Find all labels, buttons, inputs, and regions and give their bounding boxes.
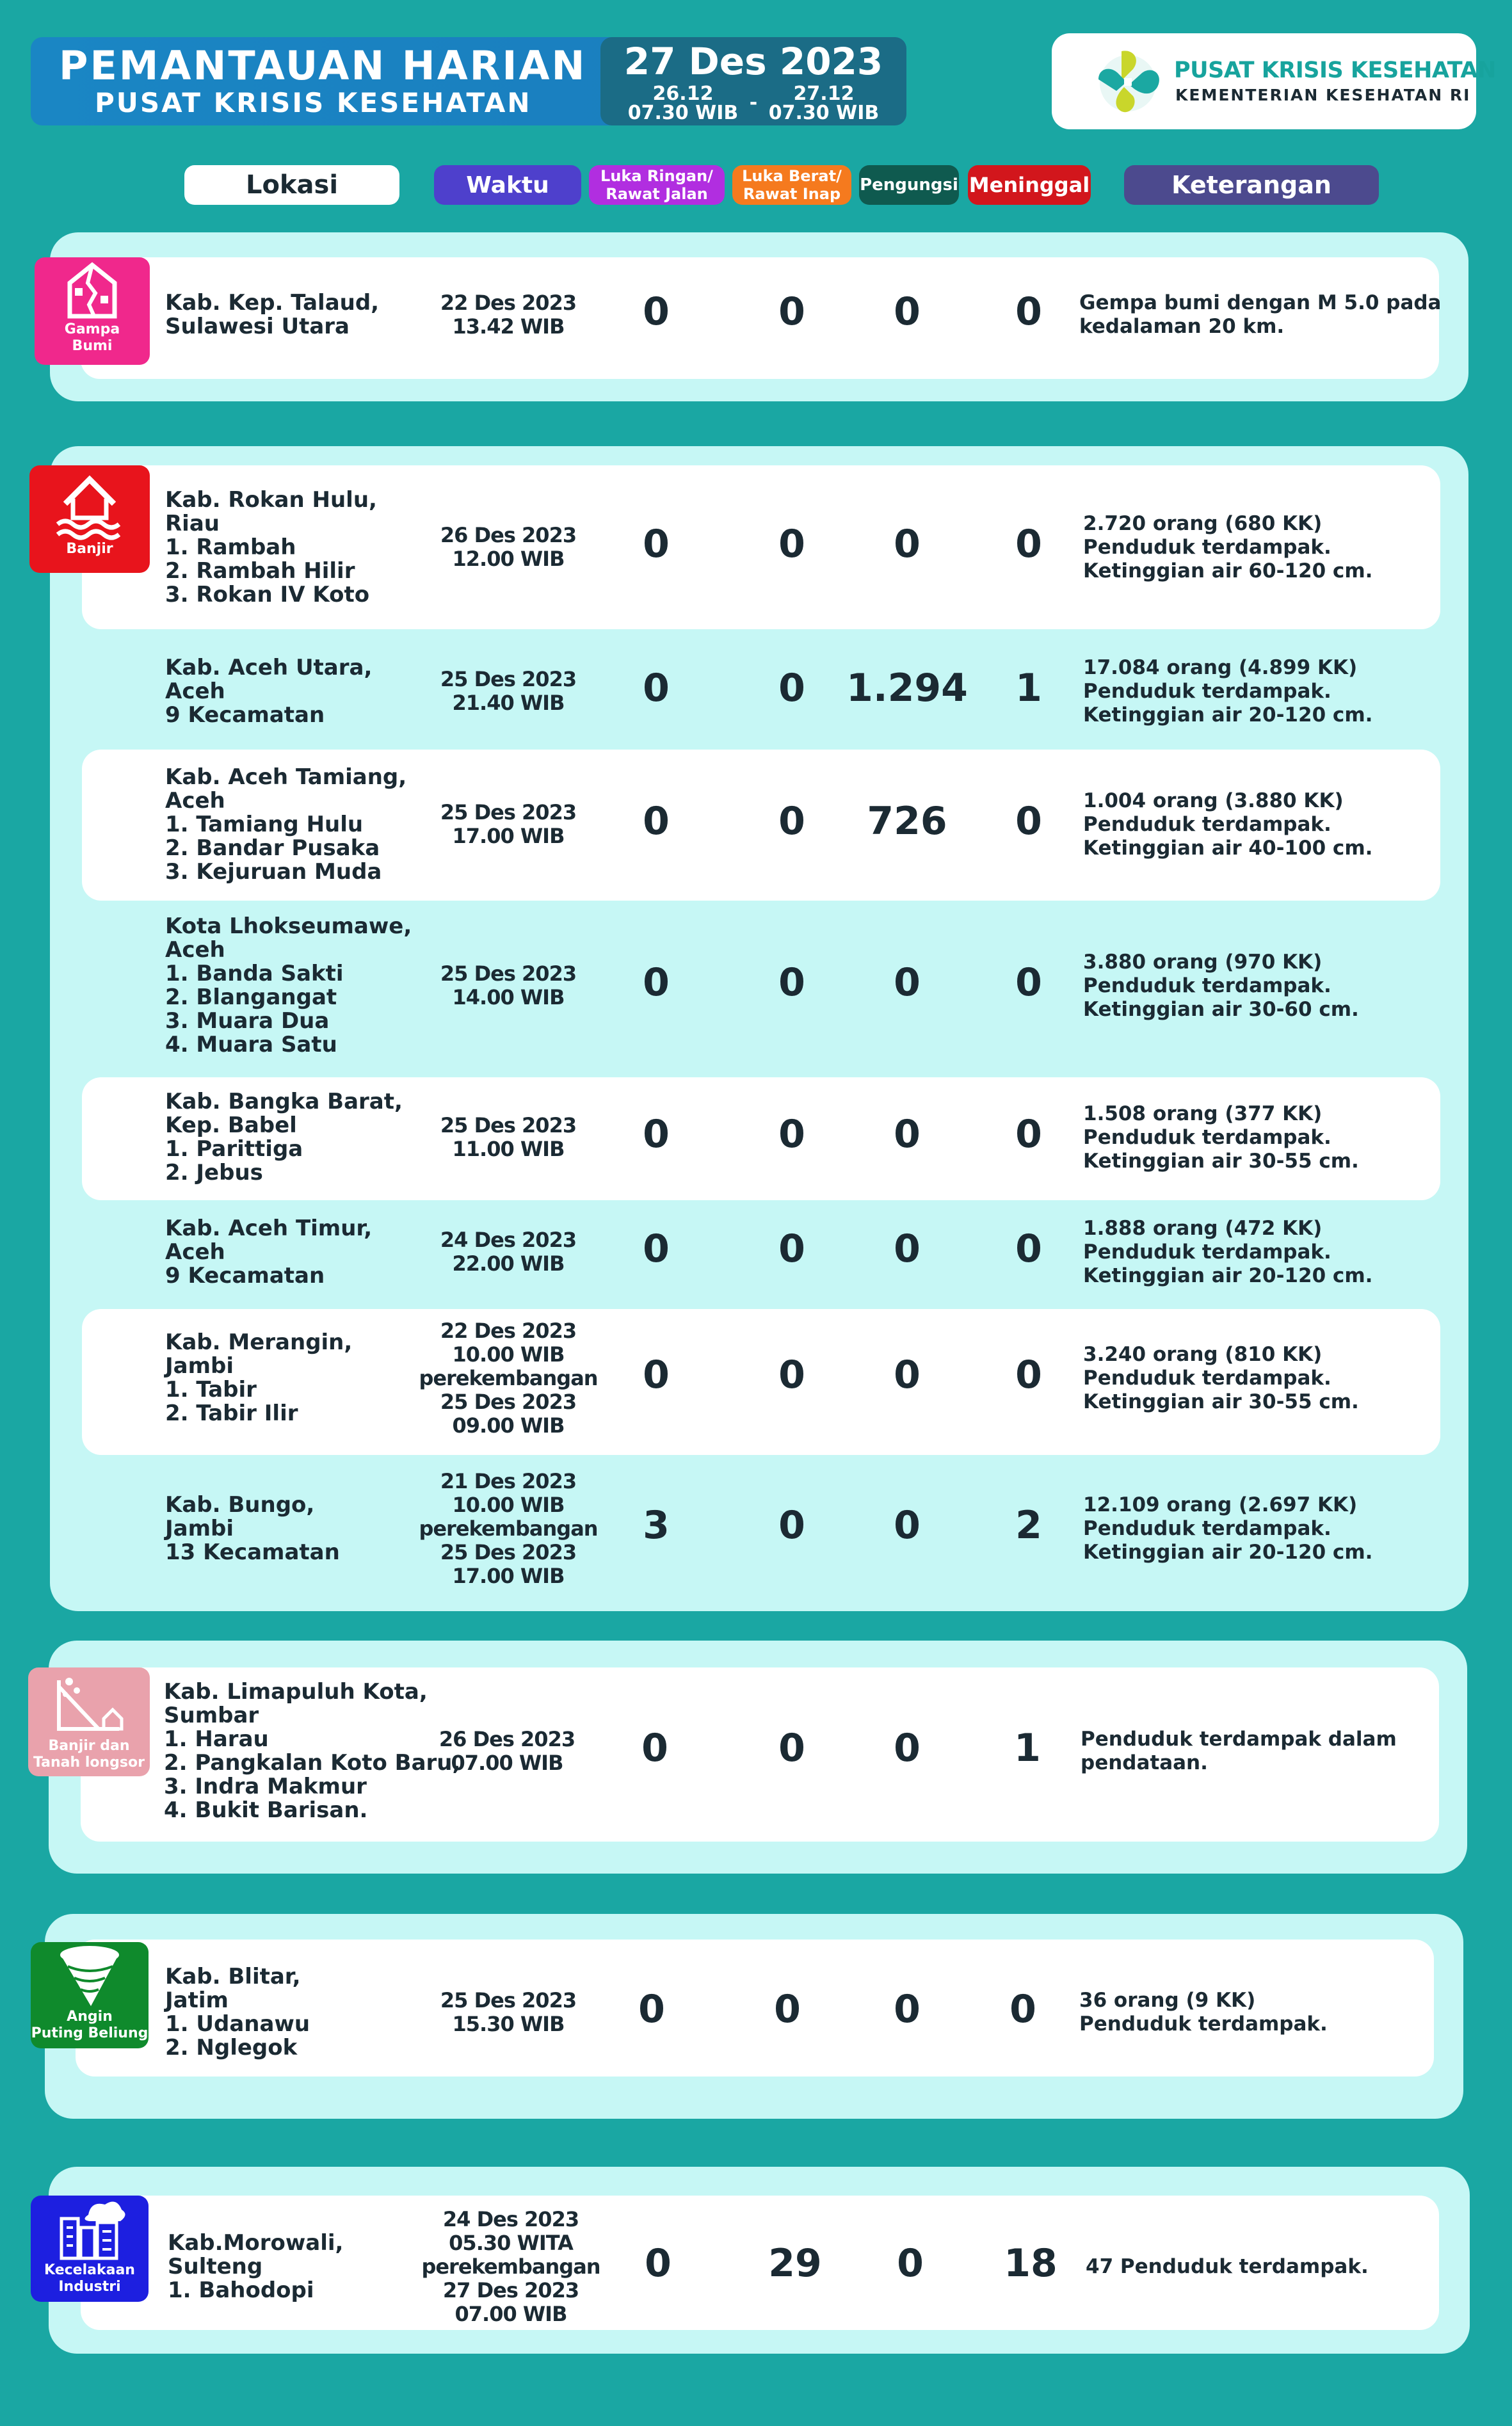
- row-time-line: 17.00 WIB: [452, 1563, 565, 1588]
- row-location: [165, 656, 372, 727]
- meninggal-value: 0: [1015, 289, 1042, 334]
- row-location-line: Kota Lhokseumawe,: [165, 913, 412, 939]
- meninggal-value: 1: [1014, 1726, 1041, 1771]
- row-keterangan-line: Penduduk terdampak.: [1083, 974, 1331, 997]
- row-location-line: Kab. Aceh Timur,: [165, 1215, 373, 1241]
- pengungsi-value: 0: [894, 289, 921, 334]
- row-time-line: 25 Des 2023: [440, 800, 577, 824]
- row-location-line: Kab. Blitar,: [165, 1964, 301, 1989]
- row-keterangan: [1081, 1728, 1397, 1775]
- row-location-line: 1. Banda Sakti: [165, 961, 344, 986]
- row-location-line: 2. Jebus: [165, 1160, 263, 1185]
- row-keterangan-line: pendataan.: [1081, 1751, 1208, 1774]
- row-location-line: Kab. Aceh Tamiang,: [165, 764, 407, 790]
- badge-kecelakaan-industri: [31, 2196, 149, 2302]
- row-time-line: 22 Des 2023: [440, 1318, 577, 1343]
- row-location-line: 2. Bandar Pusaka: [165, 835, 380, 861]
- report-date: 27 Des 2023: [623, 40, 883, 83]
- row-keterangan-line: 2.720 orang (680 KK): [1083, 511, 1323, 535]
- badge-banjir: [29, 465, 150, 573]
- row-keterangan-line: Ketinggian air 20-120 cm.: [1083, 1540, 1373, 1564]
- row-location-line: 4. Bukit Barisan.: [164, 1797, 368, 1823]
- row-location-line: 2. Pangkalan Koto Baru,: [164, 1750, 461, 1776]
- badge-banjir-tanah-longsor: [28, 1667, 150, 1776]
- row-time-line: 21.40 WIB: [452, 691, 565, 715]
- row-keterangan-line: Ketinggian air 20-120 cm.: [1083, 1264, 1373, 1287]
- luka-ringan-value: 0: [643, 1226, 670, 1271]
- row-location-line: 2. Blangangat: [165, 984, 337, 1010]
- row-location-line: Kab. Bungo,: [165, 1491, 315, 1518]
- pengungsi-value: 0: [894, 1987, 921, 2032]
- luka-berat-value: 0: [778, 522, 805, 566]
- badge-label-line2: Industri: [58, 2279, 121, 2295]
- row-time-line: 25 Des 2023: [440, 1113, 577, 1137]
- row-keterangan: [1083, 1493, 1372, 1564]
- row-keterangan-line: 3.240 orang (810 KK): [1083, 1342, 1323, 1366]
- period-start-time: 07.30 WIB: [627, 102, 739, 124]
- row-keterangan-line: 12.109 orang (2.697 KK): [1083, 1493, 1358, 1516]
- row-location-line: 2. Rambah Hilir: [165, 558, 355, 584]
- badge-label-line2: Puting Beliung: [31, 2025, 149, 2041]
- row-keterangan: [1083, 656, 1372, 727]
- row-time: [412, 801, 604, 848]
- period-start-date: 26.12: [652, 83, 714, 105]
- pengungsi-value: 0: [894, 1503, 921, 1548]
- luka-ringan-value: 0: [643, 666, 670, 711]
- row-location: [165, 488, 377, 607]
- row-time-line: 12.00 WIB: [452, 547, 565, 571]
- row-time-line: 26 Des 2023: [438, 1727, 575, 1751]
- logo-title: PUSAT KRISIS KESEHATAN: [1174, 58, 1496, 83]
- badge-gempa-bumi: [35, 257, 150, 365]
- luka-berat-value: 0: [778, 1112, 805, 1157]
- column-header-luka-berat-line1: Luka Berat/: [742, 167, 842, 185]
- row-location-line: Jambi: [165, 1515, 234, 1541]
- row-location-line: 1. Bahodopi: [168, 2277, 314, 2303]
- row-location-line: 4. Muara Satu: [165, 1032, 337, 1057]
- row-location: [165, 1331, 352, 1426]
- column-header-luka-ringan: [589, 165, 725, 205]
- page-subtitle: PUSAT KRISIS KESEHATAN: [95, 87, 532, 118]
- row-time: [411, 1728, 603, 1775]
- row-time-line: 13.42 WIB: [452, 314, 565, 339]
- page-title: PEMANTAUAN HARIAN: [59, 42, 587, 89]
- row-keterangan-line: 1.004 orang (3.880 KK): [1083, 789, 1344, 812]
- row-keterangan-line: Ketinggian air 30-55 cm.: [1083, 1149, 1359, 1173]
- column-header-keterangan: Keterangan: [1124, 165, 1379, 205]
- meninggal-value: 0: [1009, 1987, 1036, 2032]
- row-keterangan: [1083, 951, 1359, 1022]
- row-location-line: 3. Indra Makmur: [164, 1774, 367, 1799]
- kemenkes-logo-icon: [1088, 40, 1171, 123]
- row-location-line: 1. Parittiga: [165, 1136, 303, 1162]
- row-time-line: 21 Des 2023: [440, 1468, 577, 1493]
- row-location: [165, 1090, 403, 1185]
- luka-berat-value: 0: [778, 799, 805, 844]
- row-location: [165, 291, 379, 339]
- row-location-line: Kab.Morowali,: [168, 2229, 344, 2256]
- row-keterangan: [1083, 1217, 1372, 1288]
- row-time-line: 09.00 WIB: [452, 1413, 565, 1438]
- pengungsi-value: 0: [894, 960, 921, 1005]
- row-keterangan-line: Penduduk terdampak.: [1083, 1516, 1331, 1540]
- row-keterangan: [1086, 2255, 1369, 2279]
- report-period: [600, 84, 906, 123]
- row-location: [165, 915, 412, 1057]
- column-header-luka-ringan-line2: Rawat Jalan: [606, 185, 708, 203]
- row-location: [168, 2231, 343, 2302]
- row-location-line: 3. Rokan IV Koto: [165, 581, 370, 607]
- row-keterangan-line: 36 orang (9 KK): [1079, 1989, 1256, 2012]
- pengungsi-value: 0: [894, 1226, 921, 1271]
- badge-angin-puting-beliung: [31, 1942, 149, 2048]
- row-location-line: 1. Harau: [164, 1726, 269, 1752]
- luka-ringan-value: 3: [643, 1503, 670, 1548]
- column-header-lokasi: Lokasi: [184, 165, 399, 205]
- column-header-pengungsi: Pengungsi: [859, 165, 959, 205]
- row-keterangan-line: 47 Penduduk terdampak.: [1086, 2254, 1369, 2278]
- row-location: [165, 766, 406, 884]
- row-keterangan-line: Penduduk terdampak dalam: [1081, 1728, 1397, 1751]
- row-location-line: Kab. Aceh Utara,: [165, 654, 373, 680]
- row-location-line: Kab. Bangka Barat,: [165, 1089, 403, 1114]
- row-keterangan-line: Gempa bumi dengan M 5.0 pada: [1079, 291, 1442, 314]
- badge-label-line1: Banjir dan: [48, 1738, 130, 1754]
- row-time: [412, 1114, 604, 1161]
- pengungsi-value: 726: [867, 799, 947, 844]
- luka-berat-value: 0: [778, 1503, 805, 1548]
- row-location-line: Kep. Babel: [165, 1113, 297, 1138]
- luka-berat-value: 29: [768, 2241, 822, 2286]
- luka-berat-value: 0: [778, 289, 805, 334]
- row-time: [412, 962, 604, 1009]
- row-location-line: Riau: [165, 510, 220, 536]
- landslide-icon: [47, 1667, 131, 1738]
- row-keterangan: [1079, 291, 1441, 339]
- row-time-line: perekembangan: [419, 1365, 598, 1390]
- row-location-line: 3. Muara Dua: [165, 1008, 330, 1034]
- row-time: [412, 524, 604, 571]
- row-time: [415, 2208, 607, 2326]
- row-keterangan-line: Penduduk terdampak.: [1079, 2012, 1328, 2036]
- row-location-line: 2. Tabir Ilir: [165, 1401, 298, 1426]
- row-location-line: Kab. Kep. Talaud,: [165, 290, 380, 316]
- period-separator: -: [749, 92, 758, 114]
- period-end-time: 07.30 WIB: [768, 102, 880, 124]
- earthquake-icon: [57, 257, 127, 321]
- row-time-line: 10.00 WIB: [452, 1342, 565, 1367]
- luka-berat-value: 0: [778, 1226, 805, 1271]
- row-time: [412, 1470, 604, 1588]
- badge-label-line1: Gampa: [64, 321, 120, 337]
- period-start: [622, 84, 744, 123]
- row-time-line: 07.00 WIB: [451, 1751, 563, 1775]
- meninggal-value: 0: [1015, 1353, 1042, 1397]
- row-location-line: 1. Tabir: [165, 1377, 257, 1402]
- row-keterangan-line: Penduduk terdampak.: [1083, 1125, 1331, 1149]
- row-location-line: Sumbar: [164, 1703, 259, 1728]
- row-location-line: Jatim: [165, 1988, 229, 2013]
- row-time: [412, 291, 604, 339]
- luka-ringan-value: 0: [643, 1353, 670, 1397]
- period-end-date: 27.12: [793, 83, 855, 105]
- row-keterangan-line: Ketinggian air 60-120 cm.: [1083, 559, 1373, 582]
- row-keterangan: [1083, 789, 1372, 860]
- luka-ringan-value: 0: [643, 522, 670, 566]
- row-location-line: Aceh: [165, 1239, 225, 1265]
- row-keterangan-line: 1.508 orang (377 KK): [1083, 1102, 1323, 1125]
- luka-ringan-value: 0: [643, 799, 670, 844]
- logo-subtitle: KEMENTERIAN KESEHATAN RI: [1175, 86, 1471, 104]
- pengungsi-value: 0: [897, 2241, 924, 2286]
- meninggal-value: 0: [1015, 522, 1042, 566]
- row-location-line: Kab. Rokan Hulu,: [165, 486, 377, 513]
- luka-ringan-value: 0: [643, 960, 670, 1005]
- row-time: [412, 1989, 604, 2036]
- report-date-box: [600, 37, 906, 125]
- row-location-line: Sulawesi Utara: [165, 314, 350, 339]
- row-time-line: 14.00 WIB: [452, 985, 565, 1009]
- flood-icon: [51, 465, 128, 541]
- row-time-line: 11.00 WIB: [452, 1137, 565, 1161]
- row-keterangan: [1079, 1989, 1328, 2036]
- meninggal-value: 0: [1015, 799, 1042, 844]
- row-time-line: perekembangan: [419, 1516, 598, 1541]
- luka-berat-value: 0: [778, 1353, 805, 1397]
- row-time-line: 17.00 WIB: [452, 824, 565, 848]
- row-time-line: 24 Des 2023: [440, 1228, 577, 1252]
- column-header-luka-berat-line2: Rawat Inap: [743, 185, 841, 203]
- row-time-line: 27 Des 2023: [442, 2277, 579, 2302]
- column-header-meninggal: Meninggal: [968, 165, 1091, 205]
- row-time-line: 24 Des 2023: [442, 2206, 579, 2231]
- row-time-line: 25 Des 2023: [440, 1389, 577, 1414]
- luka-ringan-value: 0: [641, 1726, 668, 1771]
- row-location-line: 2. Nglegok: [165, 2035, 298, 2060]
- row-keterangan: [1083, 1102, 1359, 1173]
- luka-ringan-value: 0: [645, 2241, 672, 2286]
- row-keterangan-line: Ketinggian air 20-120 cm.: [1083, 703, 1373, 727]
- row-time: [412, 668, 604, 715]
- row-location-line: Aceh: [165, 937, 225, 963]
- column-header-luka-ringan-line1: Luka Ringan/: [600, 167, 713, 185]
- row-location-line: Sulteng: [168, 2253, 263, 2279]
- badge-label-line2: Tanah longsor: [33, 1755, 145, 1771]
- badge-label-line1: Kecelakaan: [44, 2262, 135, 2278]
- period-end: [763, 84, 885, 123]
- row-keterangan-line: Ketinggian air 30-55 cm.: [1083, 1390, 1359, 1413]
- row-time-line: 25 Des 2023: [440, 961, 577, 986]
- row-location: [165, 1965, 310, 2060]
- row-keterangan-line: 17.084 orang (4.899 KK): [1083, 655, 1358, 679]
- luka-ringan-value: 0: [643, 289, 670, 334]
- luka-ringan-value: 0: [643, 1112, 670, 1157]
- row-time-line: 25 Des 2023: [440, 1539, 577, 1564]
- row-time-line: 10.00 WIB: [452, 1492, 565, 1517]
- meninggal-value: 0: [1015, 960, 1042, 1005]
- factory-accident-icon: [50, 2196, 129, 2262]
- row-time-line: 07.00 WIB: [454, 2301, 567, 2326]
- row-time-line: 22.00 WIB: [452, 1251, 565, 1276]
- row-location-line: Kab. Merangin,: [165, 1329, 353, 1355]
- row-keterangan-line: Penduduk terdampak.: [1083, 1240, 1331, 1264]
- luka-berat-value: 0: [778, 666, 805, 711]
- pengungsi-value: 0: [894, 1112, 921, 1157]
- row-location-line: 1. Tamiang Hulu: [165, 811, 364, 837]
- badge-label: Banjir: [66, 541, 113, 557]
- luka-berat-value: 0: [778, 960, 805, 1005]
- row-location-line: Aceh: [165, 678, 225, 704]
- row-time-line: 25 Des 2023: [440, 1988, 577, 2012]
- row-keterangan-line: Penduduk terdampak.: [1083, 1366, 1331, 1390]
- luka-ringan-value: 0: [638, 1987, 665, 2032]
- row-keterangan-line: 1.888 orang (472 KK): [1083, 1216, 1323, 1240]
- row-time: [412, 1319, 604, 1438]
- luka-berat-value: 0: [774, 1987, 801, 2032]
- badge-label-line1: Angin: [67, 2009, 113, 2025]
- row-keterangan-line: kedalaman 20 km.: [1079, 315, 1285, 338]
- luka-berat-value: 0: [778, 1726, 805, 1771]
- row-location-line: 9 Kecamatan: [165, 702, 325, 728]
- row-keterangan-line: Ketinggian air 40-100 cm.: [1083, 836, 1373, 860]
- meninggal-value: 0: [1015, 1112, 1042, 1157]
- row-location-line: 9 Kecamatan: [165, 1262, 325, 1289]
- pengungsi-value: 0: [894, 1353, 921, 1397]
- row-keterangan-line: Penduduk terdampak.: [1083, 812, 1331, 836]
- row-location-line: Jambi: [165, 1353, 234, 1379]
- row-keterangan: [1083, 512, 1372, 583]
- row-location: [165, 1217, 372, 1288]
- column-header-luka-berat: [732, 165, 851, 205]
- row-time-line: 05.30 WITA: [449, 2230, 573, 2255]
- row-location-line: 3. Kejuruan Muda: [165, 858, 382, 885]
- row-time-line: 22 Des 2023: [440, 291, 577, 315]
- row-location-line: Kab. Limapuluh Kota,: [164, 1679, 428, 1705]
- row-time-line: 25 Des 2023: [440, 667, 577, 691]
- meninggal-value: 18: [1004, 2241, 1058, 2286]
- row-time: [412, 1228, 604, 1276]
- row-keterangan-line: Penduduk terdampak.: [1083, 679, 1331, 703]
- row-location-line: Aceh: [165, 787, 225, 814]
- meninggal-value: 0: [1015, 1226, 1042, 1271]
- row-keterangan-line: 3.880 orang (970 KK): [1083, 950, 1323, 974]
- row-location-line: 13 Kecamatan: [165, 1539, 340, 1565]
- row-time-line: 15.30 WIB: [452, 2012, 565, 2036]
- row-keterangan-line: Ketinggian air 30-60 cm.: [1083, 997, 1359, 1021]
- row-time-line: perekembangan: [421, 2254, 600, 2279]
- meninggal-value: 2: [1015, 1503, 1042, 1548]
- meninggal-value: 1: [1015, 666, 1042, 711]
- tornado-icon: [51, 1942, 128, 2009]
- pengungsi-value: 0: [894, 522, 921, 566]
- row-keterangan: [1083, 1343, 1359, 1414]
- row-location-line: 1. Udanawu: [165, 2011, 310, 2037]
- pengungsi-value: 1.294: [846, 666, 968, 711]
- row-location: [165, 1493, 340, 1564]
- pengungsi-value: 0: [894, 1726, 921, 1771]
- badge-label-line2: Bumi: [72, 338, 113, 354]
- column-header-waktu: Waktu: [434, 165, 581, 205]
- row-location-line: 1. Rambah: [165, 534, 296, 560]
- row-keterangan-line: Penduduk terdampak.: [1083, 535, 1331, 559]
- row-time-line: 26 Des 2023: [440, 523, 577, 547]
